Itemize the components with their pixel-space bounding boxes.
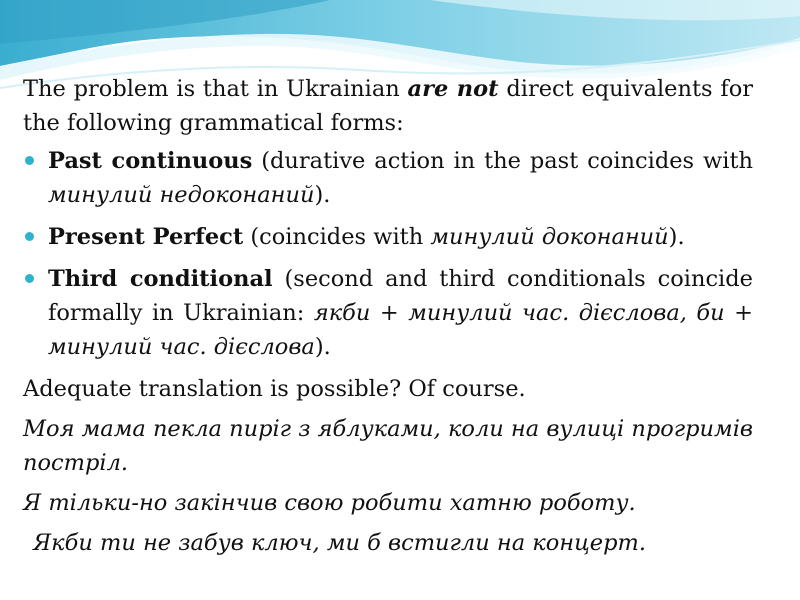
intro-text-1: The problem is that in Ukrainian (23, 76, 408, 102)
bullet-list (23, 144, 753, 364)
bullet-term: Third conditional (48, 266, 273, 292)
bullet-text-end: ). (314, 334, 331, 360)
bullet-italic: якби + минулий час. дієслова, би + минулий час. дієслова (48, 300, 753, 360)
example-sentence-3: Якби ти не забув ключ, ми б встигли на концерт. (33, 530, 646, 556)
example-sentence-1: Моя мама пекла пиріг з яблуками, коли на вулиці прогримів постріл. (23, 416, 753, 476)
bullet-text: (second and third conditionals coincide formally in Ukrainian: (48, 266, 753, 326)
bullet-term: Present Perfect (48, 224, 244, 250)
bullet-item-third-conditional (23, 262, 753, 364)
bullet-item-past-continuous (23, 144, 753, 212)
bullet-text-end: ). (668, 224, 685, 250)
bullet-term: Past continuous (48, 148, 253, 174)
question-paragraph: Adequate translation is possible? Of course. (23, 376, 526, 402)
bullet-text: (durative action in the past coincides with (252, 148, 754, 174)
bullet-text: (coincides with (243, 224, 431, 250)
intro-emphasis: are not (407, 76, 499, 102)
intro-paragraph (23, 72, 753, 140)
bullet-dot-icon (25, 156, 34, 165)
example-sentence-2: Я тільки-но закінчив свою робити хатню роботу. (23, 490, 636, 516)
bullet-item-present-perfect (23, 220, 753, 254)
bullet-text-end: ). (314, 182, 331, 208)
bullet-dot-icon (25, 232, 34, 241)
bullet-dot-icon (25, 274, 34, 283)
slide-content (23, 72, 753, 566)
intro-text-2: direct equivalents for the following grammatical forms: (23, 76, 754, 136)
bullet-italic: минулий недоконаний (48, 182, 315, 208)
bullet-italic: минулий доконаний (430, 224, 669, 250)
